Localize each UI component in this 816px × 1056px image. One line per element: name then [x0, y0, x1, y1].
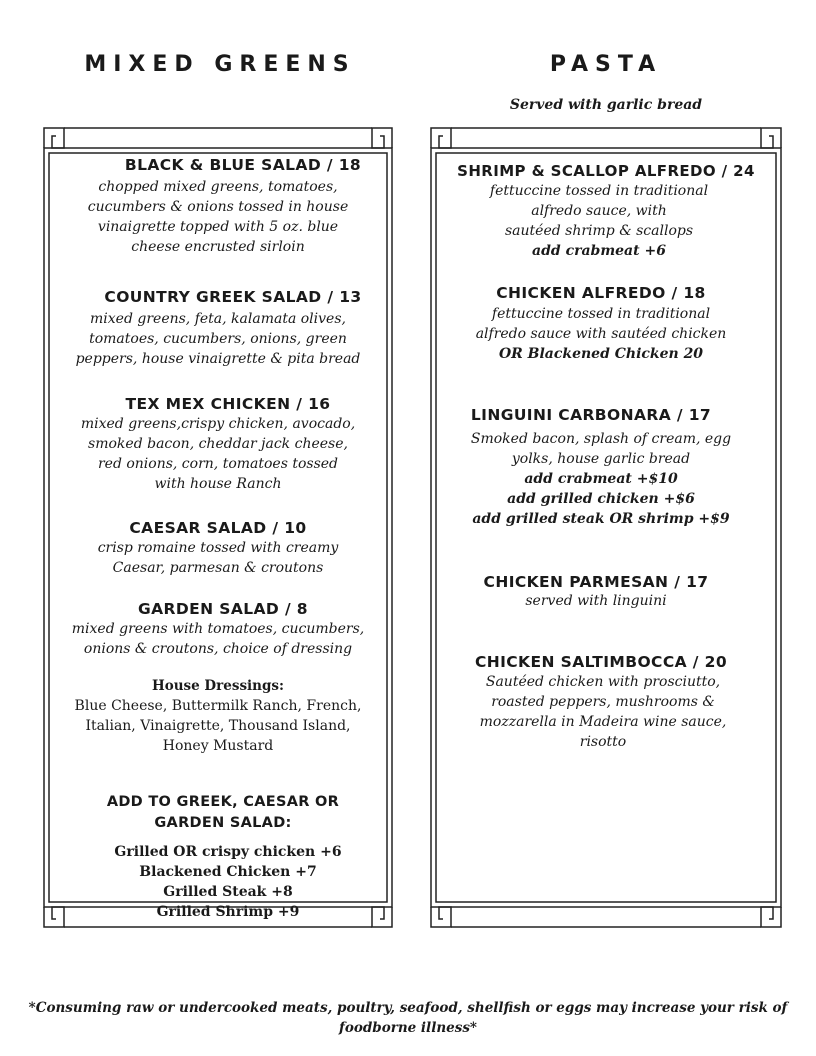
addon-line: OR Blackened Chicken 20: [498, 346, 704, 362]
desc-line: fettuccine tossed in traditional: [491, 306, 711, 322]
desc-line: red onions, corn, tomatoes tossed: [97, 456, 339, 472]
salad-title-country-greek: COUNTRY GREEK SALAD / 13: [104, 288, 362, 306]
salad-desc-black-blue: [40, 177, 396, 257]
desc-line: with house Ranch: [154, 476, 282, 492]
desc-line: roasted peppers, mushrooms &: [491, 694, 715, 710]
pasta-desc-carbonara: [417, 429, 785, 529]
desc-line: onions & croutons, choice of dressing: [83, 641, 353, 657]
salad-title-garden: GARDEN SALAD / 8: [137, 600, 308, 618]
desc-line: fettuccine tossed in traditional: [489, 183, 709, 199]
addon-line: add crabmeat +$10: [524, 471, 678, 487]
pasta-title-saltimbocca: CHICKEN SALTIMBOCCA / 20: [474, 653, 728, 671]
dressings-title: House Dressings:: [151, 678, 285, 694]
salad-title-black-blue: BLACK & BLUE SALAD / 18: [124, 156, 362, 174]
salad-addons-list: [40, 842, 416, 922]
health-disclaimer: [0, 998, 816, 1038]
desc-line: mixed greens,crispy chicken, avocado,: [80, 416, 356, 432]
addon-line: add crabmeat +6: [532, 243, 666, 259]
desc-line: tomatoes, cucumbers, onions, green: [89, 331, 347, 347]
addon-title-line: GARDEN SALAD:: [154, 815, 292, 831]
desc-line: mixed greens with tomatoes, cucumbers,: [71, 621, 365, 637]
desc-line: alfredo sauce with sautéed chicken: [475, 326, 727, 342]
addon-line: add grilled chicken +$6: [507, 491, 695, 507]
dressing-line: Italian, Vinaigrette, Thousand Island,: [85, 718, 351, 734]
desc-line: mixed greens, feta, kalamata olives,: [90, 311, 346, 327]
salad-desc-country-greek: [40, 309, 396, 369]
desc-line: sautéed shrimp & scallops: [504, 223, 694, 239]
desc-line: cucumbers & onions tossed in house: [87, 199, 349, 215]
disclaimer-line: *Consuming raw or undercooked meats, poultry, seafood, shellfish or eggs may increase your risk of: [28, 1000, 788, 1016]
dressing-line: Honey Mustard: [162, 738, 274, 754]
desc-line: Smoked bacon, splash of cream, egg: [470, 431, 732, 447]
desc-line: risotto: [579, 734, 627, 750]
addon-line: Grilled OR crispy chicken +6: [114, 844, 342, 860]
pasta-desc-shrimp-scallop: [413, 181, 785, 261]
addon-line: Blackened Chicken +7: [139, 864, 317, 880]
pasta-heading: PASTA: [549, 52, 663, 77]
addon-line: add grilled steak OR shrimp +$9: [472, 511, 730, 527]
desc-line: cheese encrusted sirloin: [131, 239, 305, 255]
pasta-desc-chicken-alfredo: [417, 304, 785, 364]
addon-line: Grilled Shrimp +9: [156, 904, 300, 920]
desc-line: vinaigrette topped with 5 oz. blue: [97, 219, 339, 235]
salad-title-caesar: CAESAR SALAD / 10: [129, 519, 307, 537]
desc-line: mozzarella in Madeira wine sauce,: [479, 714, 727, 730]
desc-line: Sautéed chicken with prosciutto,: [485, 674, 721, 690]
salads-heading: MIXED GREENS: [84, 52, 356, 77]
salad-desc-tex-mex: [40, 414, 396, 494]
desc-line: chopped mixed greens, tomatoes,: [98, 179, 338, 195]
dressings-list: [40, 696, 396, 756]
pasta-panel: [427, 124, 785, 931]
salads-panel: [40, 124, 396, 931]
desc-line: alfredo sauce, with: [531, 203, 667, 219]
pasta-title-chicken-alfredo: CHICKEN ALFREDO / 18: [496, 284, 706, 302]
desc-line: smoked bacon, cheddar jack cheese,: [88, 436, 348, 452]
salad-addons-title: [40, 792, 406, 834]
desc-line: Caesar, parmesan & croutons: [112, 560, 324, 576]
disclaimer-line: foodborne illness*: [339, 1020, 477, 1036]
addon-line: Grilled Steak +8: [163, 884, 293, 900]
desc-line: served with linguini: [525, 593, 667, 609]
desc-line: yolks, house garlic bread: [511, 451, 691, 467]
desc-line: crisp romaine tossed with creamy: [97, 540, 339, 556]
desc-line: peppers, house vinaigrette & pita bread: [75, 351, 361, 367]
pasta-subheading: Served with garlic bread: [509, 97, 703, 113]
dressing-line: Blue Cheese, Buttermilk Ranch, French,: [74, 698, 362, 714]
pasta-title-chicken-parmesan: CHICKEN PARMESAN / 17: [483, 573, 709, 591]
salad-desc-garden: [40, 619, 396, 659]
pasta-desc-saltimbocca: [421, 672, 785, 752]
pasta-title-carbonara: LINGUINI CARBONARA / 17: [470, 406, 712, 424]
salad-desc-caesar: [40, 538, 396, 578]
addon-title-line: ADD TO GREEK, CAESAR OR: [106, 794, 340, 810]
pasta-desc-chicken-parmesan: [407, 591, 785, 611]
pasta-title-shrimp-scallop: SHRIMP & SCALLOP ALFREDO / 24: [457, 162, 755, 180]
salad-title-tex-mex: TEX MEX CHICKEN / 16: [125, 395, 331, 413]
